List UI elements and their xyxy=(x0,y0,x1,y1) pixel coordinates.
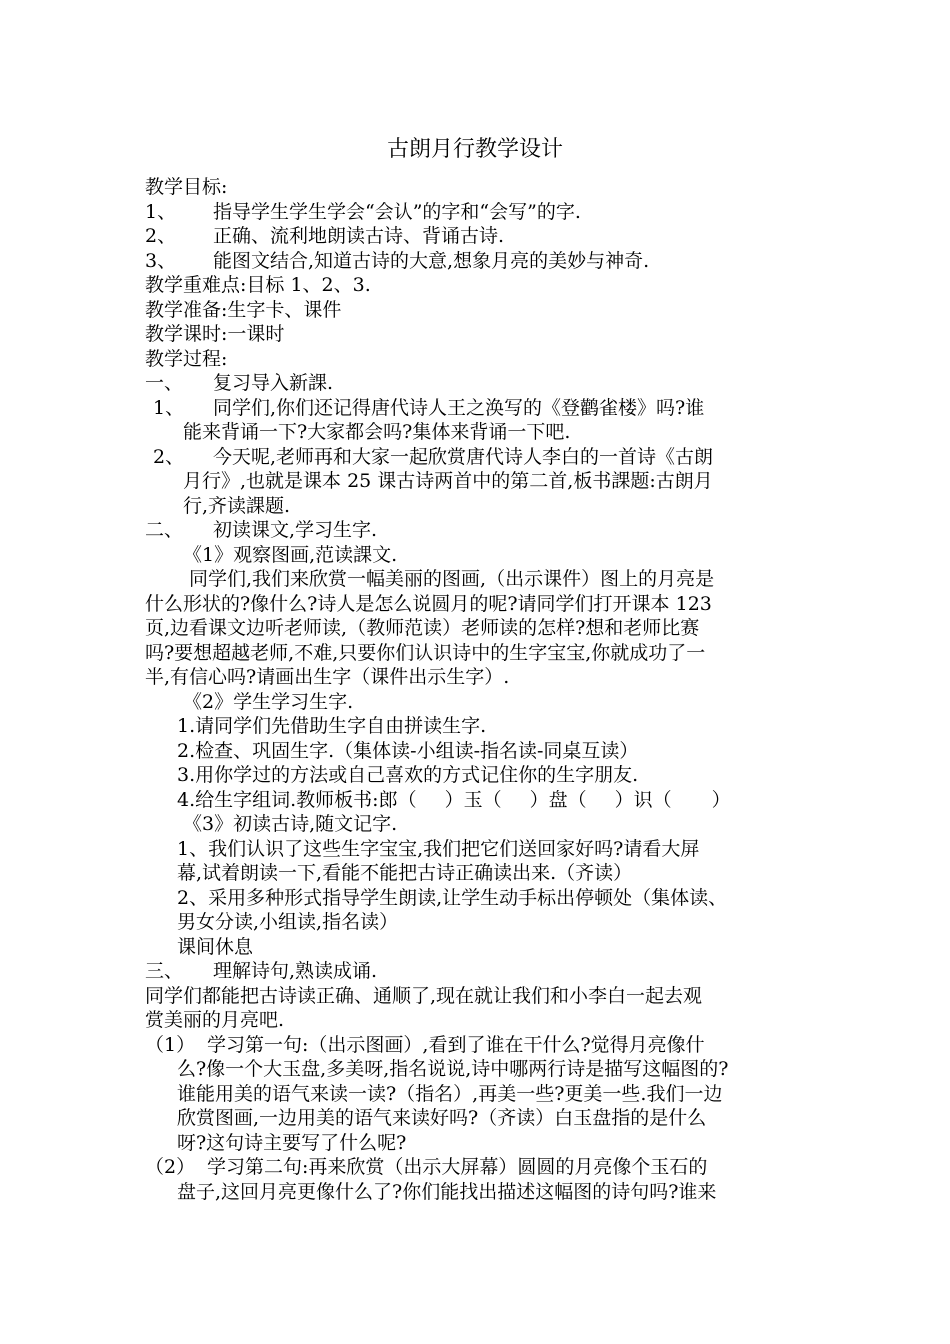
part1-item-line: 能来背诵一下?大家都会吗?集体来背诵一下吧. xyxy=(183,421,571,443)
paragraph-line: 什么形状的?像什么?诗人是怎么说圆月的呢?请同学们打开课本 123 xyxy=(145,592,712,615)
question-line: 谁能用美的语气来读一读?（指名）,再美一些?更美一些.我们一边 xyxy=(177,1082,723,1105)
part3-title: 理解诗句,熟读成诵. xyxy=(213,960,378,982)
board-writing-prefix: 4.给生字组词.教师板书:郎（ xyxy=(177,788,417,811)
goal-item xyxy=(145,249,825,274)
goal-item xyxy=(145,200,825,225)
paragraph-line: 页,边看课文边听老师读,（教师范读）老师读的怎样?想和老师比赛 xyxy=(145,617,700,639)
part1-number: 一、 xyxy=(145,372,184,394)
paragraph-line: 同学们,我们来欣赏一幅美丽的图画,（出示课件）图上的月亮是 xyxy=(189,568,715,590)
board-blank: ）识（ xyxy=(614,788,672,811)
page-title: 古朗月行教学设计 xyxy=(386,137,563,162)
goal-number: 3、 xyxy=(145,249,177,272)
list-item: 幕,试着朗读一下,看能不能把古诗正确读出来.（齐读） xyxy=(177,862,633,884)
question-number: （1） xyxy=(145,1033,196,1056)
part1-item xyxy=(145,445,825,470)
paragraph-line: 赏美丽的月亮吧. xyxy=(145,1009,285,1031)
part1-heading xyxy=(145,371,825,396)
part1-item-number: 1、 xyxy=(153,396,185,419)
subsection-heading: 《3》初读古诗,随文记字. xyxy=(183,813,398,835)
part2-title: 初读课文,学习生字. xyxy=(213,519,378,541)
list-item: 1.请同学们先借助生字自由拼读生字. xyxy=(177,715,487,737)
question-line: 欣赏图画,一边用美的语气来读好吗?（齐读）白玉盘指的是什么 xyxy=(177,1107,707,1129)
list-item xyxy=(145,788,825,813)
board-blank: ）玉（ xyxy=(444,788,502,811)
question-line: 呀?这句诗主要写了什么呢? xyxy=(177,1131,407,1154)
question-line: 盘子,这回月亮更像什么了?你们能找出描述这幅图的诗句吗?谁来 xyxy=(177,1180,717,1203)
part1-item xyxy=(145,396,825,421)
board-blank: ） xyxy=(711,788,731,811)
paragraph-line: 吗?要想超越老师,不难,只要你们认识诗中的生字宝宝,你就成功了一 xyxy=(145,641,706,664)
part2-number: 二、 xyxy=(145,519,184,541)
part1-title: 复习导入新課. xyxy=(213,372,334,394)
list-item: 2、采用多种形式指导学生朗读,让学生动手标出停顿处（集体读、 xyxy=(177,886,728,909)
document-body xyxy=(145,175,825,1204)
list-item: 男女分读,小组读,指名读） xyxy=(177,911,399,933)
list-item: 1、我们认识了这些生字宝宝,我们把它们送回家好吗?请看大屏 xyxy=(177,837,700,860)
question-line: 学习第一句:（出示图画）,看到了谁在干什么?觉得月亮像什 xyxy=(207,1033,705,1056)
list-item: 2.检查、巩固生字.（集体读-小组读-指名读-同桌互读） xyxy=(177,739,639,762)
paragraph-line: 同学们都能把古诗读正确、通顺了,现在就让我们和小李白一起去观 xyxy=(145,984,703,1007)
goal-number: 2、 xyxy=(145,225,177,247)
paragraph-line: 半,有信心吗?请画出生字（课件出示生字）. xyxy=(145,666,510,688)
list-item: 3.用你学过的方法或自己喜欢的方式记住你的生字朋友. xyxy=(177,764,639,786)
part3-heading xyxy=(145,959,825,984)
subsection-heading: 《1》观察图画,范读課文. xyxy=(183,543,398,566)
key-points: 教学重难点:目标 1、2、3. xyxy=(145,274,371,296)
question-line: 学习第二句:再来欣赏（出示大屏幕）圆圆的月亮像个玉石的 xyxy=(207,1156,708,1178)
part1-item-number: 2、 xyxy=(153,445,185,468)
goal-text: 正确、流利地朗读古诗、背诵古诗. xyxy=(213,225,505,247)
part3-number: 三、 xyxy=(145,960,184,982)
part1-item-line: 月行》,也就是课本 25 课古诗两首中的第二首,板书課题:古朗月 xyxy=(183,470,713,492)
question-item xyxy=(145,1033,825,1058)
part1-item-line: 同学们,你们还记得唐代诗人王之涣写的《登鹳雀楼》吗?谁 xyxy=(213,396,705,419)
board-blank: ）盘（ xyxy=(529,788,587,811)
goal-text: 能图文结合,知道古诗的大意,想象月亮的美妙与神奇. xyxy=(213,249,650,272)
question-item xyxy=(145,1155,825,1180)
goal-item xyxy=(145,224,825,249)
subsection-heading: 《2》学生学习生字. xyxy=(183,690,354,713)
class-break: 课间休息 xyxy=(177,935,254,958)
teaching-hours: 教学课时:一课时 xyxy=(145,323,285,345)
goal-number: 1、 xyxy=(145,200,177,223)
part1-item-line: 行,齐读課题. xyxy=(183,494,291,517)
part2-heading xyxy=(145,518,825,543)
goals-heading: 教学目标: xyxy=(145,176,228,198)
teaching-prep: 教学准备:生字卡、课件 xyxy=(145,298,342,321)
question-line: 么?像一个大玉盘,多美呀,指名说说,诗中哪两行诗是描写这幅图的? xyxy=(177,1058,729,1080)
process-heading: 教学过程: xyxy=(145,347,228,370)
part1-item-line: 今天呢,老师再和大家一起欣赏唐代诗人李白的一首诗《古朗 xyxy=(213,445,714,468)
question-number: （2） xyxy=(145,1156,196,1178)
goal-text: 指导学生学生学会“会认”的字和“会写”的字. xyxy=(213,200,581,223)
